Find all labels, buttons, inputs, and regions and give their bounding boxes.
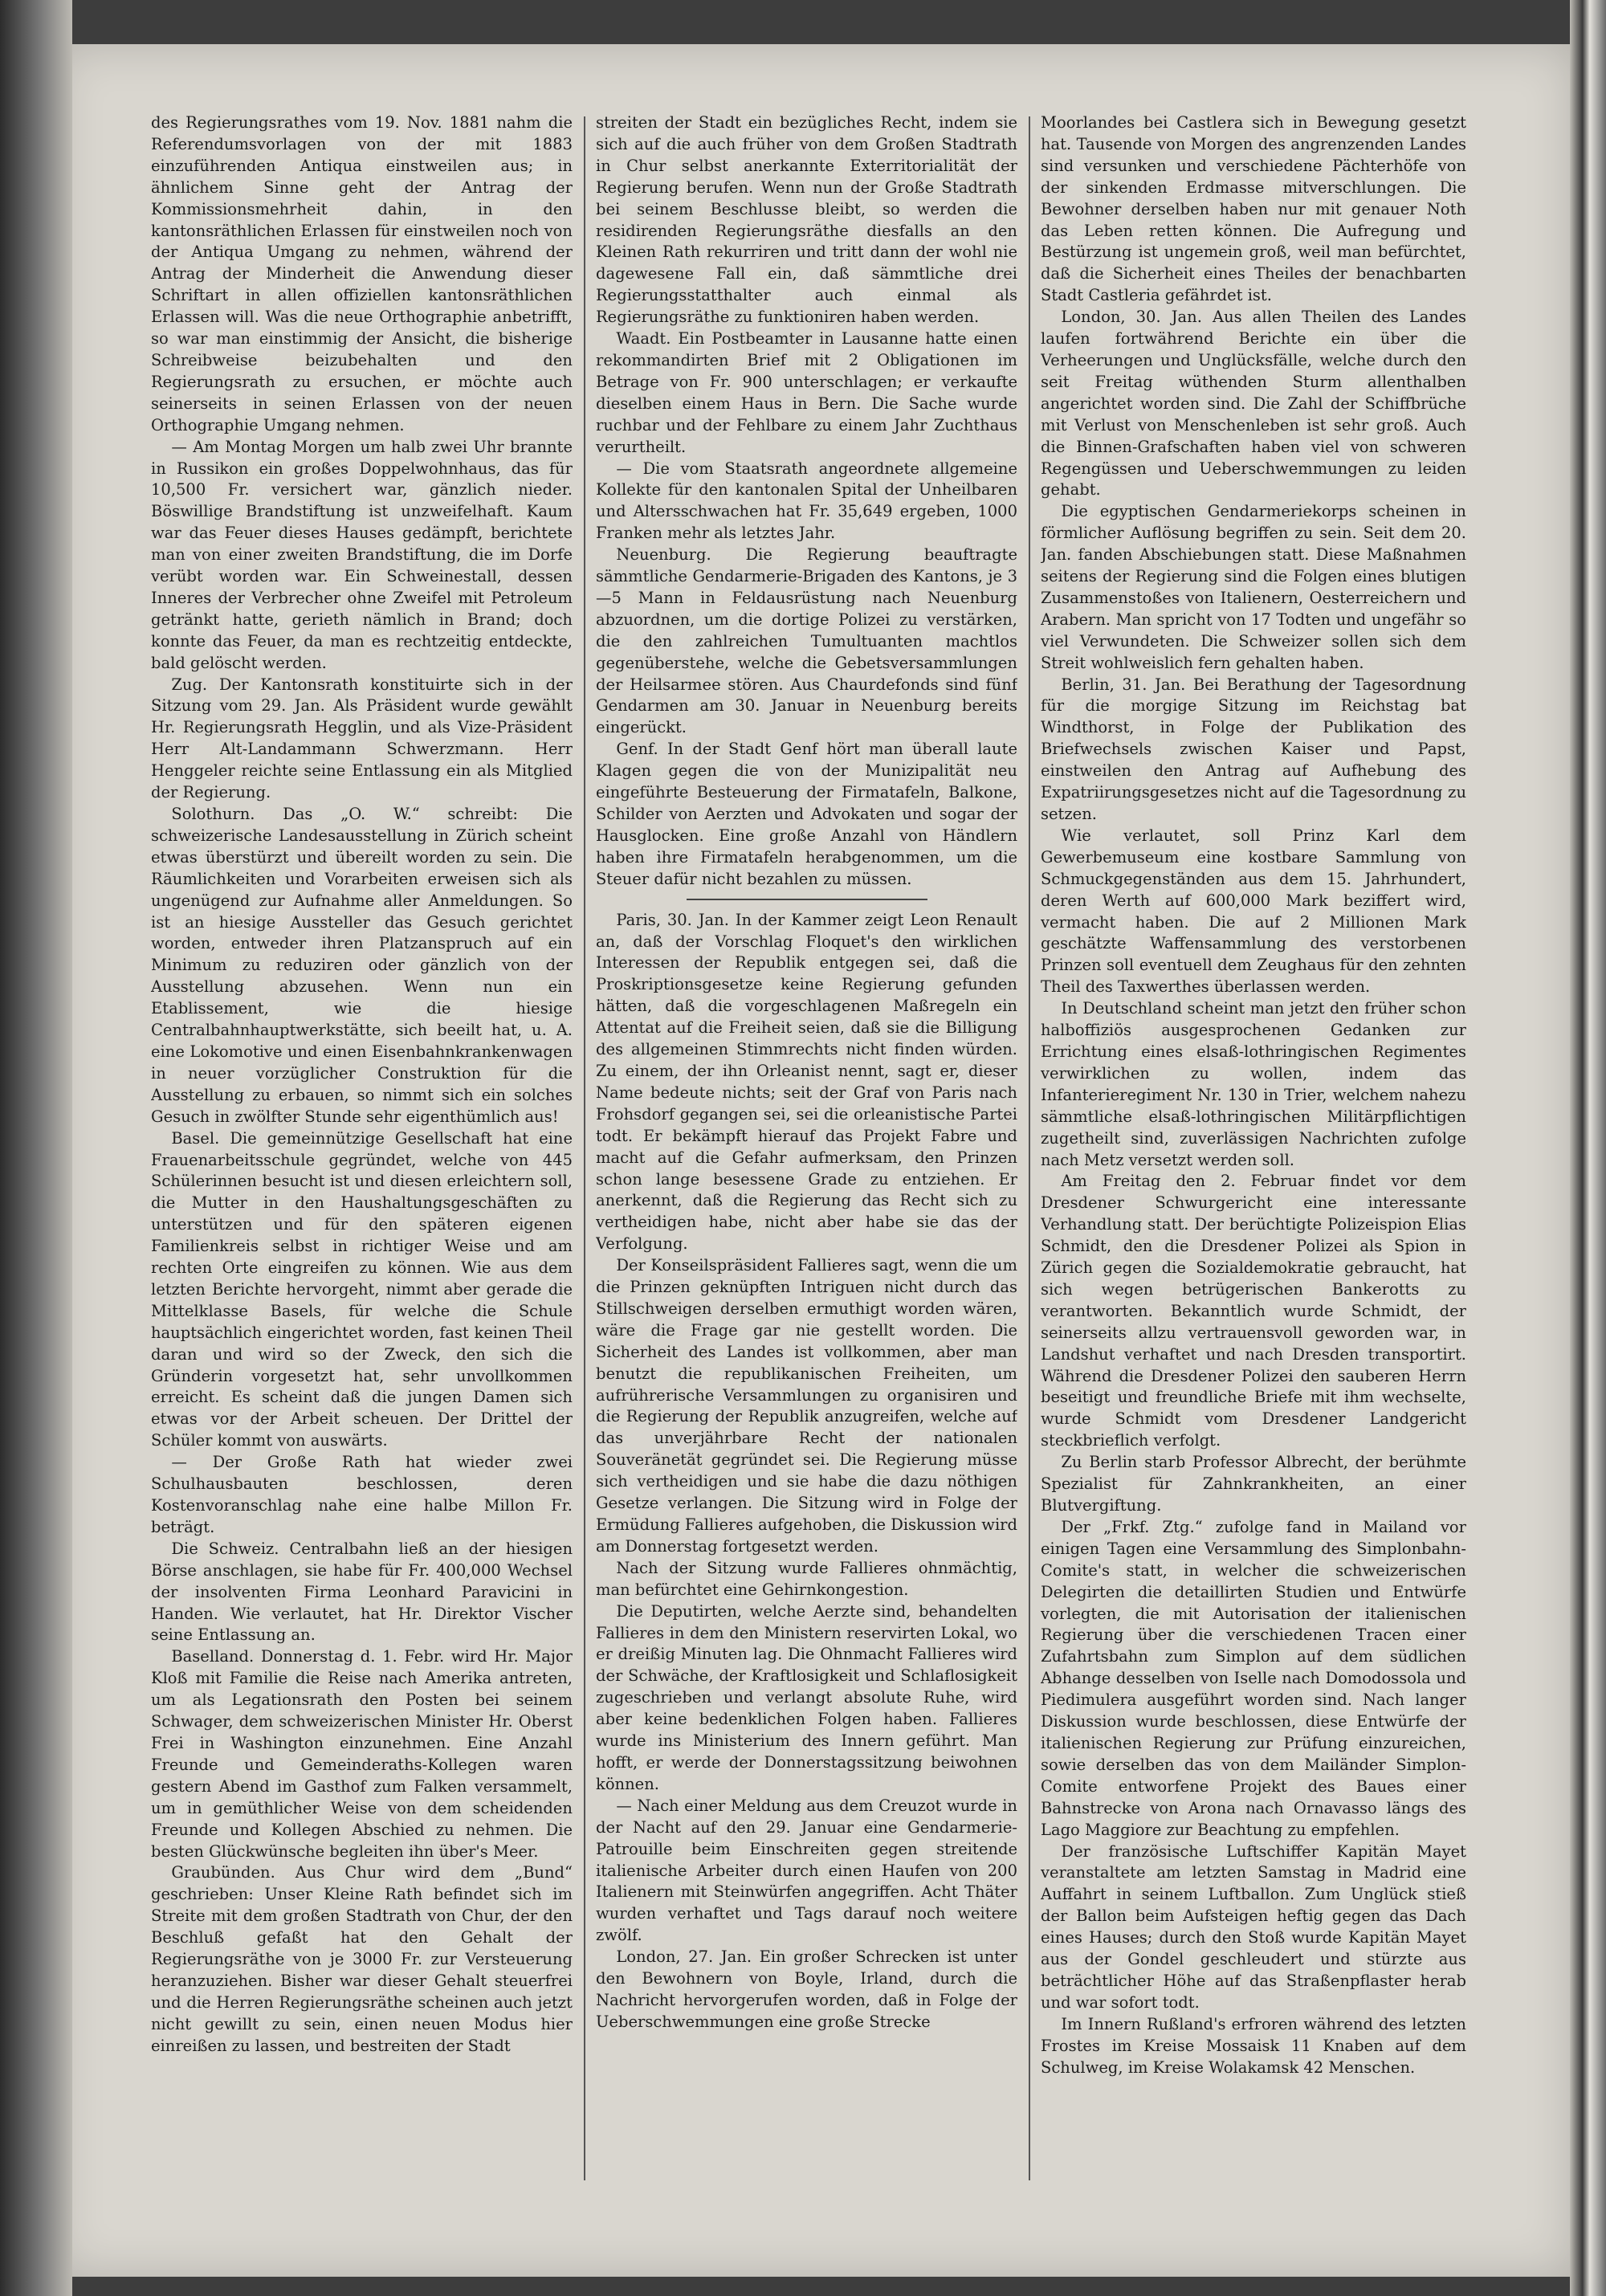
article-paragraph: Zug. Der Kantonsrath konstituirte sich in der Sitzung vom 29. Jan. Als Präsident wurde gewählt Hr. Regierungsrath Hegglin, und als Vize-Präsident Herr Alt-Landammann Schwerzmann. Herr Henggeler reichte seine Entlassung ein als Mitglied der Regierung. <box>151 675 573 802</box>
article-paragraph: Der französische Luftschiffer Kapitän Mayet veranstaltete am letzten Samstag in Madrid eine Auffahrt in seinem Luftballon. Zum Unglück stieß der Ballon beim Aufsteigen heftig gegen das Dach eines Hauses; durch den Stoß wurde Kapitän Mayet aus der Gondel geschleudert und stürzte aus beträchtlicher Höhe auf das Straßenpflaster herab und war sofort todt. <box>1041 1841 1466 2012</box>
text-column-3 <box>1041 112 1466 2241</box>
article-paragraph: Graubünden. Aus Chur wird dem „Bund“ geschrieben: Unser Kleine Rath befindet sich im Streite mit dem großen Stadtrath von Chur, der den Beschluß gefaßt hat den Gehalt der Regierungsräthe von je 3000 Fr. zur Versteuerung heranzuziehen. Bisher war dieser Gehalt steuerfrei und die Herren Regierungsräthe scheinen auch jetzt nicht gewillt zu sein, einen neuen Modus hier einreißen zu lassen, und bestreiten der Stadt <box>151 1863 573 2055</box>
article-paragraph: Paris, 30. Jan. In der Kammer zeigt Leon Renault an, daß der Vorschlag Floquet's den wirklichen Interessen der Republik entgegen sei, daß die Proskriptionsgesetze keine Regierung gefunden hätten, daß die vorgeschlagenen Maßregeln ein Attentat auf die Freiheit seien, daß sie die Billigung des allgemeinen Stimmrechts nicht finden würden. Zu einem, der ihn Orleanist nennt, sagt er, dieser Name bedeute nichts; seit der Graf von Paris nach Frohsdorf gegangen sei, sei die orleanistische Partei todt. Er bekämpft hierauf das Projekt Fabre und macht auf die Gefahr aufmerksam, den Prinzen schon lange besessene Grade zu entziehen. Er anerkennt, daß die Regierung das Recht sich zu vertheidigen habe, nicht aber habe sie das der Verfolgung. <box>596 910 1017 1254</box>
article-paragraph: Im Innern Rußland's erfroren während des letzten Frostes im Kreise Mossaisk 11 Knaben auf dem Schulweg, im Kreise Wolakamsk 42 Menschen. <box>1041 2014 1466 2077</box>
article-paragraph: Die egyptischen Gendarmeriekorps scheinen in förmlicher Auflösung begriffen zu sein. Seit dem 20. Jan. fanden Abschiebungen statt. Diese Maßnahmen seitens der Regierung sind die Folgen eines blutigen Zusammenstoßes von Italienern, Oesterreichern und Arabern. Man spricht von 17 Todten und ungefähr so viel Verwundeten. Die Schweizer sollen sich dem Streit wohlweislich fern gehalten haben. <box>1041 502 1466 672</box>
article-paragraph: Berlin, 31. Jan. Bei Berathung der Tagesordnung für die morgige Sitzung im Reichstag bat Windthorst, in Folge der Publikation des Briefwechsels zwischen Kaiser und Papst, einstweilen den Antrag auf Aufhebung des Expatriirungsgesetzes nicht auf die Tagesordnung zu setzen. <box>1041 675 1466 823</box>
text-column-2 <box>596 112 1017 2241</box>
binding-edge-left <box>0 0 72 2296</box>
column-rule <box>584 116 585 2180</box>
column-rule <box>1029 116 1030 2180</box>
article-paragraph: Der „Frkf. Ztg.“ zufolge fand in Mailand vor einigen Tagen eine Versammlung des Simplonbahn-Comite's statt, in welcher die schweizerischen Delegirten die detaillirten Studien und Entwürfe vorlegten, die mit Autorisation der italienischen Regierung über die verschiedenen Tracen einer Zufahrtsbahn zum Simplon auf dem südlichen Abhange desselben von Iselle nach Domodossola und Piedimulera ausgeführt worden sind. Nach langer Diskussion wurde beschlossen, diese Entwürfe der italienischen Regierung zur Prüfung einzureichen, sowie derselben das von dem Mailänder Simplon-Comite entworfene Projekt des Baues einer Bahnstrecke von Arona nach Ornavasso längs des Lago Maggiore zur Beachtung zu empfehlen. <box>1041 1517 1466 1839</box>
article-paragraph: Nach der Sitzung wurde Fallieres ohnmächtig, man befürchtet eine Gehirnkongestion. <box>596 1558 1017 1599</box>
article-paragraph: London, 30. Jan. Aus allen Theilen des Landes laufen fortwährend Berichte ein über die Verheerungen und Unglücksfälle, welche durch den seit Freitag wüthenden Sturm allenthalben angerichtet worden sind. Die Zahl der Schiffbrüche mit Verlust von Menschenleben ist sehr groß. Auch die Binnen-Grafschaften haben viel von schweren Regengüssen und Ueberschwemmungen zu leiden gehabt. <box>1041 308 1466 500</box>
article-paragraph: Am Freitag den 2. Februar findet vor dem Dresdener Schwurgericht eine interessante Verhandlung statt. Der berüchtigte Polizeispion Elias Schmidt, den die Dresdener Polizei als Spion in Zürich gegen die Sozialdemokratie gebraucht, hat sich wegen betrügerischen Bankerotts zu verantworten. Bekanntlich wurde Schmidt, der seinerseits allzu vertrauensvoll geworden war, in Landshut verhaftet und nach Dresden transportirt. Während die Dresdener Polizei den sauberen Herrn beseitigt und freundliche Briefe mit ihm wechselte, wurde Schmidt vom Dresdener Landgericht steckbrieflich verfolgt. <box>1041 1172 1466 1450</box>
article-paragraph: — Am Montag Morgen um halb zwei Uhr brannte in Russikon ein großes Doppelwohnhaus, das für 10,500 Fr. versichert war, gänzlich nieder. Böswillige Brandstiftung ist unzweifelhaft. Kaum war das Feuer dieses Hauses gedämpft, berichtete man von einer zweiten Brandstiftung, die im Dorfe verübt worden war. Ein Schweinestall, dessen Inneres der Verbrecher ohne Zweifel mit Petroleum getränkt hatte, gerieth nämlich in Brand; doch konnte das Feuer, da man es rechtzeitig entdeckte, bald gelöscht werden. <box>151 437 573 672</box>
article-paragraph: — Nach einer Meldung aus dem Creuzot wurde in der Nacht auf den 29. Januar eine Gendarmerie-Patrouille beim Einschreiten gegen streitende italienische Arbeiter durch einen Haufen von 200 Italienern mit Steinwürfen angegriffen. Acht Thäter wurden verhaftet und Tags darauf noch weitere zwölf. <box>596 1796 1017 1945</box>
article-paragraph: Der Konseilspräsident Fallieres sagt, wenn die um die Prinzen geknüpften Intriguen nicht durch das Stillschweigen derselben ermuthigt worden wären, wäre die Frage gar nie gestellt worden. Die Sicherheit des Landes ist vollkommen, aber man benutzt die republikanischen Freiheiten, um aufrührerische Versammlungen zu organisiren und die Regierung der Republik anzugreifen, welche auf das unverjährbare Recht der nationalen Souveränetät gegründet sei. Die Regierung müsse sich vertheidigen und sie habe die dazu nöthigen Gesetze verlangen. Die Sitzung wird in Folge der Ermüdung Fallieres aufgehoben, die Diskussion wird am Donnerstag fortgesetzt werden. <box>596 1256 1017 1556</box>
article-paragraph: Wie verlautet, soll Prinz Karl dem Gewerbemuseum eine kostbare Sammlung von Schmuckgegenständen aus dem 15. Jahrhundert, deren Werth auf 600,000 Mark beziffert wird, vermacht haben. Die auf 2 Millionen Mark geschätzte Waffensammlung des verstorbenen Prinzen soll eventuell dem Zeughaus für den zehnten Theil des Taxwerthes überlassen werden. <box>1041 826 1466 997</box>
article-paragraph: des Regierungsrathes vom 19. Nov. 1881 nahm die Referendumsvorlagen von der mit 1883 einzuführenden Antiqua einstweilen aus; in ähnlichem Sinne geht der Antrag der Kommissionsmehrheit dahin, in den kantonsräthlichen Erlassen für einstweilen noch von der Antiqua Umgang zu nehmen, während der Antrag der Minderheit die Anwendung dieser Schriftart in allen offiziellen kantonsräthlichen Erlassen will. Was die neue Orthographie anbetrifft, so war man einstimmig der Ansicht, die bisherige Schreibweise beizubehalten und den Regierungsrath zu ersuchen, er möchte auch seinerseits in seinen Erlassen von der neuen Orthographie Umgang nehmen. <box>151 113 573 434</box>
article-paragraph: Baselland. Donnerstag d. 1. Febr. wird Hr. Major Kloß mit Familie die Reise nach Amerika antreten, um als Legationsrath den Posten bei seinem Schwager, dem schweizerischen Minister Hr. Oberst Frei in Washington einzunehmen. Eine Anzahl Freunde und Gemeinderaths-Kollegen waren gestern Abend im Gasthof zum Falken versammelt, um in gemüthlicher Weise von dem scheidenden Freunde und Kollegen Abschied zu nehmen. Die besten Glückwünsche begleiten ihn über's Meer. <box>151 1647 573 1861</box>
article-paragraph: Basel. Die gemeinnützige Gesellschaft hat eine Frauenarbeitsschule gegründet, welche von 445 Schülerinnen besucht ist und diesen erleichtern soll, die Mutter in den Haushaltungsgeschäften zu unterstützen und für den späteren eigenen Familienkreis selbst in richtiger Weise und am rechten Orte eingreifen zu können. Wie aus dem letzten Berichte hervorgeht, nimmt aber gerade die Mittelklasse Basels, für welche die Schule hauptsächlich eingerichtet worden, fast keinen Theil daran und wird so der Zweck, den sich die Gründerin vorgesetzt hat, sehr unvollkommen erreicht. Es scheint daß die jungen Damen sich etwas vor der Arbeit scheuen. Der Drittel der Schüler kommt von auswärts. <box>151 1128 573 1450</box>
article-paragraph: — Der Große Rath hat wieder zwei Schulhausbauten beschlossen, deren Kostenvoranschlag nahe eine halbe Millon Fr. beträgt. <box>151 1453 573 1536</box>
article-paragraph: Solothurn. Das „O. W.“ schreibt: Die schweizerische Landesausstellung in Zürich scheint etwas überstürzt und übereilt worden zu sein. Die Räumlichkeiten und Vorarbeiten erweisen sich als ungenügend zur Aufnahme aller Anmeldungen. So ist an hiesige Aussteller das Gesuch gerichtet worden, entweder ihren Platzanspruch auf ein Minimum zu reduziren oder gänzlich von der Ausstellung abzusehen. Wenn nun ein Etablissement, wie die hiesige Centralbahnhauptwerkstätte, sich beeilt hat, u. A. eine Lokomotive und einen Eisenbahnkrankenwagen in neuer vorzüglicher Construktion für die Ausstellung zu erbauen, so nimmt sich ein solches Gesuch in zwölfter Stunde sehr eigenthümlich aus! <box>151 805 573 1126</box>
article-paragraph: Zu Berlin starb Professor Albrecht, der berühmte Spezialist für Zahnkrankheiten, an einer Blutvergiftung. <box>1041 1453 1466 1515</box>
article-paragraph: Waadt. Ein Postbeamter in Lausanne hatte einen rekommandirten Brief mit 2 Obligationen im Betrage von Fr. 900 unterschlagen; er verkaufte dieselben einem Haus in Bern. Die Sache wurde ruchbar und der Fehlbare zu einem Jahr Zuchthaus verurtheilt. <box>596 329 1017 456</box>
article-paragraph: Genf. In der Stadt Genf hört man überall laute Klagen gegen die von der Munizipalität neu eingeführte Besteuerung der Firmatafeln, Balkone, Schilder von Aerzten und Advokaten und sogar der Hausglocken. Eine große Anzahl von Händlern haben ihre Firmatafeln herabgenommen, um die Steuer dafür nicht bezahlen zu müssen. <box>596 740 1017 888</box>
article-paragraph: Moorlandes bei Castlera sich in Bewegung gesetzt hat. Tausende von Morgen des angrenzenden Landes sind versunken und verschiedene Pächterhöfe von der sinkenden Erdmasse mitverschlungen. Die Bewohner derselben haben nur mit genauer Noth das Leben retten können. Die Aufregung und Bestürzung ist ungemein groß, weil man befürchtet, daß die Sicherheit eines Theiles der benachbarten Stadt Castleria gefährdet ist. <box>1041 113 1466 305</box>
article-paragraph: Neuenburg. Die Regierung beauftragte sämmtliche Gendarmerie-Brigaden des Kantons, je 3—5 Mann in Feldausrüstung nach Neuenburg abzuordnen, um die dortige Polizei zu verstärken, die den zahlreichen Tumultuanten machtlos gegenüberstehe, welche die Gebetsversammlungen der Heilsarmee stören. Aus Chaurdefonds sind fünf Gendarmen am 30. Januar in Neuenburg bereits eingerückt. <box>596 545 1017 737</box>
article-paragraph: — Die vom Staatsrath angeordnete allgemeine Kollekte für den kantonalen Spital der Unheilbaren und Altersschwachen hat Fr. 35,649 ergeben, 1000 Franken mehr als letztes Jahr. <box>596 459 1017 543</box>
binding-edge-right <box>1570 0 1606 2296</box>
article-paragraph: London, 27. Jan. Ein großer Schrecken ist unter den Bewohnern von Boyle, Irland, durch die Nachricht hervorgerufen worden, daß in Folge der Ueberschwemmungen eine große Strecke <box>596 1947 1017 2031</box>
text-column-1 <box>151 112 573 2241</box>
article-paragraph: streiten der Stadt ein bezügliches Recht, indem sie sich auf die auch früher von dem Großen Stadtrath in Chur selbst anerkannte Exterritorialität der Regierung berufen. Wenn nun der Große Stadtrath bei seinem Beschlusse bleibt, so werden die residirenden Regierungsräthe diesfalls an den Kleinen Rath rekurriren und tritt dann der wohl nie dagewesene Fall ein, daß sämmtliche drei Regierungsstatthalter auch einmal als Regierungsräthe zu funktioniren haben werden. <box>596 113 1017 327</box>
article-paragraph: In Deutschland scheint man jetzt den früher schon halboffiziös ausgesprochenen Gedanken zur Errichtung eines elsaß-lothringischen Regimentes verwirklichen zu wollen, indem das Infanterieregiment Nr. 130 in Trier, welchem nahezu sämmtliche elsaß-lothringischen Militärpflichtigen zugetheilt sind, zuverlässigen Nachrichten zufolge nach Metz versetzt werden soll. <box>1041 999 1466 1169</box>
article-paragraph: Die Deputirten, welche Aerzte sind, behandelten Fallieres in dem den Ministern reservirten Lokal, wo er dreißig Minuten lag. Die Ohnmacht Fallieres wird der Schwäche, der Kraftlosigkeit und Schlaflosigkeit zugeschrieben und verlangt absolute Ruhe, wird aber keine bedenklichen Folgen haben. Fallieres wurde ins Ministerium des Innern geführt. Man hofft, er werde der Donnerstagssitzung beiwohnen können. <box>596 1601 1017 1793</box>
section-divider <box>687 899 927 900</box>
article-paragraph: Die Schweiz. Centralbahn ließ an der hiesigen Börse anschlagen, sie habe für Fr. 400,000 Wechsel der insolventen Firma Leonhard Paravicini in Handen. Wie verlautet, hat Hr. Direktor Vischer seine Entlassung an. <box>151 1539 573 1645</box>
